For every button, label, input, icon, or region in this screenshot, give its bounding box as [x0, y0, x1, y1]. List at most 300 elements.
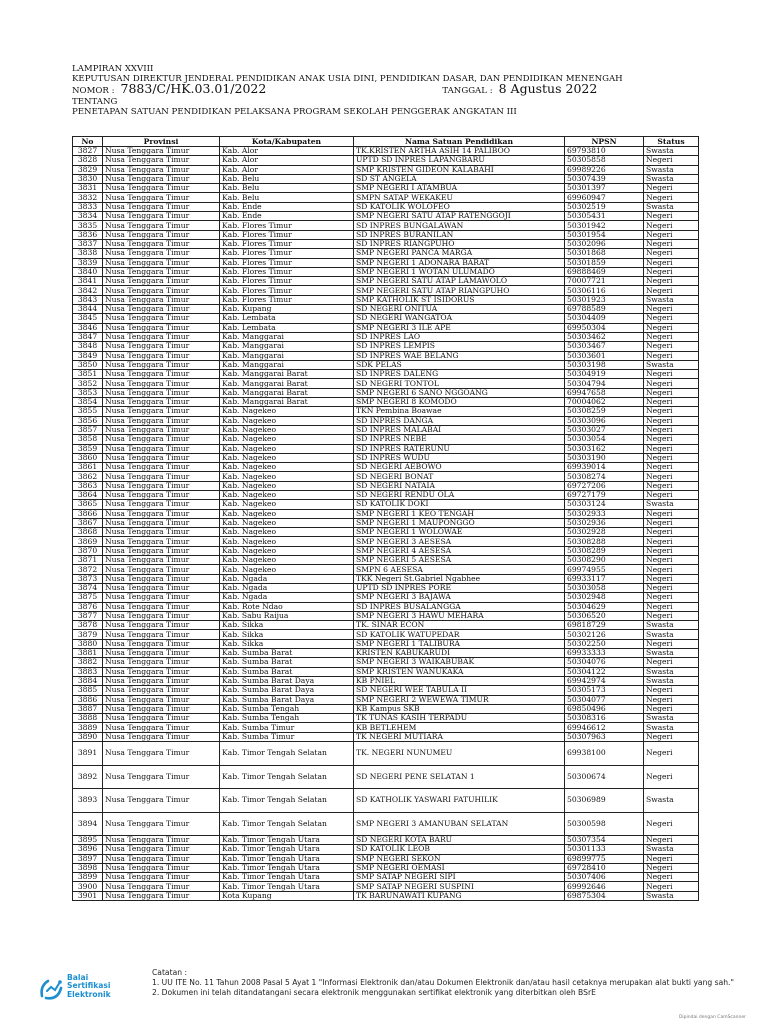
- cell-status: Negeri: [644, 639, 699, 648]
- cell-nama: SD INPRES WAE BELANG: [354, 351, 565, 360]
- cell-status: Negeri: [644, 481, 699, 490]
- cell-npsn: 50306520: [565, 611, 644, 620]
- cell-provinsi: Nusa Tenggara Timur: [103, 407, 220, 416]
- cell-provinsi: Nusa Tenggara Timur: [103, 481, 220, 490]
- table-row: [73, 500, 699, 509]
- cell-no: 3837: [73, 239, 103, 248]
- cell-kota: Kab. Manggarai: [220, 351, 354, 360]
- table-row: [73, 193, 699, 202]
- cell-kota: Kab. Nagekeo: [220, 453, 354, 462]
- table-row: [73, 602, 699, 611]
- cell-npsn: 50308259: [565, 407, 644, 416]
- cell-status: Swasta: [644, 845, 699, 854]
- cell-status: Negeri: [644, 193, 699, 202]
- cell-npsn: 69946612: [565, 723, 644, 732]
- cell-no: 3833: [73, 202, 103, 211]
- cell-status: Swasta: [644, 630, 699, 639]
- cell-status: Negeri: [644, 546, 699, 555]
- cell-kota: Kab. Manggarai: [220, 360, 354, 369]
- cell-provinsi: Nusa Tenggara Timur: [103, 249, 220, 258]
- cell-kota: Kab. Flores Timur: [220, 239, 354, 248]
- cell-nama: SMP KRISTEN WANUKAKA: [354, 667, 565, 676]
- cell-provinsi: Nusa Tenggara Timur: [103, 444, 220, 453]
- cell-npsn: 50306989: [565, 789, 644, 813]
- cell-nama: SMP NEGERI 8 KOMODO: [354, 398, 565, 407]
- cell-status: Negeri: [644, 873, 699, 882]
- cell-kota: Kab. Timor Tengah Utara: [220, 845, 354, 854]
- cell-provinsi: Nusa Tenggara Timur: [103, 845, 220, 854]
- cell-kota: Kab. Manggarai Barat: [220, 379, 354, 388]
- cell-kota: Kab. Flores Timur: [220, 267, 354, 276]
- cell-nama: SMP NEGERI 3 ILE APE: [354, 323, 565, 332]
- cell-npsn: 50305858: [565, 156, 644, 165]
- table-row: [73, 611, 699, 620]
- cell-status: Negeri: [644, 463, 699, 472]
- cell-npsn: 50304076: [565, 658, 644, 667]
- cell-kota: Kab. Timor Tengah Selatan: [220, 742, 354, 766]
- cell-kota: Kab. Sumba Barat: [220, 658, 354, 667]
- cell-status: Negeri: [644, 425, 699, 434]
- table-row: [73, 416, 699, 425]
- cell-nama: SD INPRES LAO: [354, 332, 565, 341]
- cell-status: Negeri: [644, 611, 699, 620]
- cell-no: 3861: [73, 463, 103, 472]
- cell-nama: TK. SINAR ECON: [354, 621, 565, 630]
- cell-provinsi: Nusa Tenggara Timur: [103, 742, 220, 766]
- cell-nama: TK TUNAS KASIH TERPADU: [354, 714, 565, 723]
- cell-status: Swasta: [644, 789, 699, 813]
- cell-npsn: 50303096: [565, 416, 644, 425]
- cell-no: 3865: [73, 500, 103, 509]
- cell-provinsi: Nusa Tenggara Timur: [103, 453, 220, 462]
- cell-nama: SMP NEGERI 1 WOTAN ULUMADO: [354, 267, 565, 276]
- table-header-row: [73, 137, 699, 147]
- cell-kota: Kab. Belu: [220, 174, 354, 183]
- cell-no: 3851: [73, 370, 103, 379]
- cell-provinsi: Nusa Tenggara Timur: [103, 202, 220, 211]
- cell-provinsi: Nusa Tenggara Timur: [103, 435, 220, 444]
- cell-status: Negeri: [644, 156, 699, 165]
- cell-no: 3858: [73, 435, 103, 444]
- cell-no: 3845: [73, 314, 103, 323]
- cell-kota: Kab. Nagekeo: [220, 509, 354, 518]
- cell-kota: Kab. Ende: [220, 212, 354, 221]
- cell-no: 3897: [73, 854, 103, 863]
- table-row: [73, 789, 699, 813]
- table-row: [73, 388, 699, 397]
- cell-no: 3839: [73, 258, 103, 267]
- table-row: [73, 360, 699, 369]
- cell-provinsi: Nusa Tenggara Timur: [103, 621, 220, 630]
- cell-npsn: 70004062: [565, 398, 644, 407]
- cell-kota: Kab. Lembata: [220, 323, 354, 332]
- cell-nama: KB Kampus SKB: [354, 704, 565, 713]
- cell-no: 3849: [73, 351, 103, 360]
- cell-nama: SMP NEGERI 6 SANO NGGOANG: [354, 388, 565, 397]
- cell-npsn: 69788589: [565, 305, 644, 314]
- table-row: [73, 370, 699, 379]
- cell-provinsi: Nusa Tenggara Timur: [103, 714, 220, 723]
- cell-kota: Kab. Sikka: [220, 639, 354, 648]
- cell-provinsi: Nusa Tenggara Timur: [103, 342, 220, 351]
- cell-kota: Kab. Timor Tengah Utara: [220, 863, 354, 872]
- cell-provinsi: Nusa Tenggara Timur: [103, 314, 220, 323]
- table-row: [73, 565, 699, 574]
- cell-nama: SMP NEGERI SATU ATAP RATENGGOJI: [354, 212, 565, 221]
- bsre-logo-icon: [38, 976, 64, 1002]
- table-row: [73, 407, 699, 416]
- cell-kota: Kab. Sumba Barat Daya: [220, 695, 354, 704]
- table-row: [73, 509, 699, 518]
- cell-nama: SMP NEGERI SATU ATAP RIANGPUHO: [354, 286, 565, 295]
- cell-status: Negeri: [644, 249, 699, 258]
- cell-status: Negeri: [644, 267, 699, 276]
- cell-no: 3884: [73, 676, 103, 685]
- cell-nama: SD INPRES NEBE: [354, 435, 565, 444]
- table-row: [73, 667, 699, 676]
- cell-nama: SD NEGERI KOTA BARU: [354, 836, 565, 845]
- cell-npsn: 50301868: [565, 249, 644, 258]
- table-row: [73, 286, 699, 295]
- cell-kota: Kab. Flores Timur: [220, 249, 354, 258]
- cell-status: Negeri: [644, 332, 699, 341]
- cell-kota: Kab. Timor Tengah Utara: [220, 873, 354, 882]
- cell-no: 3880: [73, 639, 103, 648]
- cell-kota: Kab. Manggarai: [220, 332, 354, 341]
- cell-kota: Kab. Ngada: [220, 593, 354, 602]
- table-row: [73, 453, 699, 462]
- tentang-value: PENETAPAN SATUAN PENDIDIKAN PELAKSANA PROGRAM SEKOLAH PENGGERAK ANGKATAN III: [72, 107, 517, 117]
- cell-npsn: 69727206: [565, 481, 644, 490]
- document-header: [72, 64, 712, 117]
- cell-no: 3848: [73, 342, 103, 351]
- camscanner-watermark: Dipindai dengan CamScanner: [678, 1015, 746, 1020]
- cell-no: 3841: [73, 277, 103, 286]
- cell-kota: Kab. Nagekeo: [220, 518, 354, 527]
- table-row: [73, 854, 699, 863]
- cell-status: Negeri: [644, 602, 699, 611]
- cell-no: 3864: [73, 490, 103, 499]
- table-row: [73, 836, 699, 845]
- cell-provinsi: Nusa Tenggara Timur: [103, 836, 220, 845]
- cell-no: 3862: [73, 472, 103, 481]
- catatan-label: Catatan :: [152, 968, 188, 977]
- cell-no: 3901: [73, 891, 103, 900]
- cell-npsn: 50301859: [565, 258, 644, 267]
- cell-kota: Kab. Nagekeo: [220, 556, 354, 565]
- cell-provinsi: Nusa Tenggara Timur: [103, 425, 220, 434]
- cell-nama: SD INPRES RATERUNU: [354, 444, 565, 453]
- cell-kota: Kab. Nagekeo: [220, 490, 354, 499]
- cell-no: 3863: [73, 481, 103, 490]
- cell-provinsi: Nusa Tenggara Timur: [103, 360, 220, 369]
- cell-status: Negeri: [644, 239, 699, 248]
- cell-kota: Kab. Sikka: [220, 621, 354, 630]
- cell-no: 3834: [73, 212, 103, 221]
- cell-status: Negeri: [644, 518, 699, 527]
- cell-status: Negeri: [644, 854, 699, 863]
- cell-npsn: 50303058: [565, 583, 644, 592]
- cell-nama: UPTD SD INPRES LAPANGBARU: [354, 156, 565, 165]
- cell-status: Negeri: [644, 323, 699, 332]
- cell-no: 3894: [73, 812, 103, 836]
- header-col-kota: Kota/Kabupaten: [220, 137, 354, 147]
- cell-status: Negeri: [644, 765, 699, 789]
- cell-provinsi: Nusa Tenggara Timur: [103, 332, 220, 341]
- cell-no: 3893: [73, 789, 103, 813]
- cell-status: Swasta: [644, 676, 699, 685]
- cell-no: 3900: [73, 882, 103, 891]
- cell-no: 3857: [73, 425, 103, 434]
- table-row: [73, 323, 699, 332]
- cell-npsn: 69727179: [565, 490, 644, 499]
- cell-kota: Kab. Nagekeo: [220, 537, 354, 546]
- cell-status: Negeri: [644, 407, 699, 416]
- cell-no: 3859: [73, 444, 103, 453]
- cell-status: Swasta: [644, 360, 699, 369]
- cell-npsn: 50305173: [565, 686, 644, 695]
- cell-provinsi: Nusa Tenggara Timur: [103, 472, 220, 481]
- cell-nama: SMP NEGERI 2 WEWEWA TIMUR: [354, 695, 565, 704]
- cell-no: 3882: [73, 658, 103, 667]
- cell-nama: SD KATOLIK WATUPEDAR: [354, 630, 565, 639]
- cell-nama: SMP NEGERI 3 WAIKABUBAK: [354, 658, 565, 667]
- bsre-logo: [36, 972, 146, 1012]
- cell-kota: Kab. Nagekeo: [220, 528, 354, 537]
- tanggal-value: 8 Agustus 2022: [498, 81, 598, 96]
- cell-nama: SD INPRES LEMPIS: [354, 342, 565, 351]
- cell-provinsi: Nusa Tenggara Timur: [103, 732, 220, 741]
- cell-status: Negeri: [644, 472, 699, 481]
- nomor-line: [72, 81, 712, 97]
- cell-provinsi: Nusa Tenggara Timur: [103, 147, 220, 156]
- cell-npsn: 69850496: [565, 704, 644, 713]
- cell-npsn: 69933333: [565, 649, 644, 658]
- cell-status: Swasta: [644, 295, 699, 304]
- cell-kota: Kab. Timor Tengah Selatan: [220, 765, 354, 789]
- cell-provinsi: Nusa Tenggara Timur: [103, 156, 220, 165]
- cell-no: 3836: [73, 230, 103, 239]
- cell-no: 3870: [73, 546, 103, 555]
- cell-provinsi: Nusa Tenggara Timur: [103, 528, 220, 537]
- cell-status: Negeri: [644, 184, 699, 193]
- cell-npsn: 50303190: [565, 453, 644, 462]
- cell-npsn: 50301923: [565, 295, 644, 304]
- cell-nama: SMP NEGERI 1 KEO TENGAH: [354, 509, 565, 518]
- cell-npsn: 50303462: [565, 332, 644, 341]
- cell-no: 3852: [73, 379, 103, 388]
- table-row: [73, 147, 699, 156]
- cell-kota: Kab. Manggarai Barat: [220, 388, 354, 397]
- cell-nama: KB BETLEHEM: [354, 723, 565, 732]
- table-row: [73, 649, 699, 658]
- cell-nama: SD KATOLIK WOLOFEO: [354, 202, 565, 211]
- cell-provinsi: Nusa Tenggara Timur: [103, 258, 220, 267]
- cell-nama: UPTD SD INPRES PORE: [354, 583, 565, 592]
- table-row: [73, 630, 699, 639]
- cell-no: 3871: [73, 556, 103, 565]
- cell-npsn: 50303027: [565, 425, 644, 434]
- table-row: [73, 314, 699, 323]
- cell-status: Negeri: [644, 305, 699, 314]
- cell-status: Negeri: [644, 314, 699, 323]
- table-row: [73, 221, 699, 230]
- cell-no: 3869: [73, 537, 103, 546]
- cell-status: Negeri: [644, 444, 699, 453]
- cell-kota: Kab. Nagekeo: [220, 472, 354, 481]
- cell-npsn: 50308288: [565, 537, 644, 546]
- cell-npsn: 50300598: [565, 812, 644, 836]
- nomor-label: NOMOR :: [72, 86, 115, 96]
- table-row: [73, 556, 699, 565]
- cell-provinsi: Nusa Tenggara Timur: [103, 649, 220, 658]
- cell-provinsi: Nusa Tenggara Timur: [103, 416, 220, 425]
- cell-status: Negeri: [644, 370, 699, 379]
- cell-no: 3888: [73, 714, 103, 723]
- table-row: [73, 165, 699, 174]
- cell-status: Negeri: [644, 509, 699, 518]
- cell-npsn: 50302936: [565, 518, 644, 527]
- cell-provinsi: Nusa Tenggara Timur: [103, 388, 220, 397]
- cell-nama: TK BARUNAWATI KUPANG: [354, 891, 565, 900]
- cell-kota: Kab. Sumba Barat: [220, 649, 354, 658]
- cell-kota: Kab. Rote Ndao: [220, 602, 354, 611]
- table-row: [73, 435, 699, 444]
- cell-status: Negeri: [644, 583, 699, 592]
- cell-nama: SMP NEGERI 5 AESESA: [354, 556, 565, 565]
- cell-no: 3898: [73, 863, 103, 872]
- cell-kota: Kab. Nagekeo: [220, 444, 354, 453]
- cell-status: Negeri: [644, 416, 699, 425]
- cell-npsn: 50308289: [565, 546, 644, 555]
- cell-npsn: 50308316: [565, 714, 644, 723]
- cell-npsn: 50304794: [565, 379, 644, 388]
- cell-status: Swasta: [644, 621, 699, 630]
- cell-nama: SD NEGERI AEBOWO: [354, 463, 565, 472]
- cell-status: Negeri: [644, 221, 699, 230]
- cell-kota: Kab. Flores Timur: [220, 286, 354, 295]
- cell-no: 3847: [73, 332, 103, 341]
- cell-kota: Kab. Nagekeo: [220, 481, 354, 490]
- cell-npsn: 50302519: [565, 202, 644, 211]
- cell-provinsi: Nusa Tenggara Timur: [103, 463, 220, 472]
- cell-nama: SD NEGERI BONAT: [354, 472, 565, 481]
- header-col-no: No: [73, 137, 103, 147]
- table-row: [73, 295, 699, 304]
- cell-provinsi: Nusa Tenggara Timur: [103, 212, 220, 221]
- cell-no: 3876: [73, 602, 103, 611]
- cell-nama: TKN Pembina Boawae: [354, 407, 565, 416]
- cell-kota: Kab. Timor Tengah Utara: [220, 882, 354, 891]
- cell-npsn: 70007721: [565, 277, 644, 286]
- table-row: [73, 379, 699, 388]
- cell-status: Negeri: [644, 732, 699, 741]
- cell-kota: Kab. Belu: [220, 184, 354, 193]
- table-row: [73, 528, 699, 537]
- cell-status: Negeri: [644, 212, 699, 221]
- table-row: [73, 546, 699, 555]
- cell-provinsi: Nusa Tenggara Timur: [103, 723, 220, 732]
- cell-nama: SMP NEGERI 3 HAWU MEHARA: [354, 611, 565, 620]
- cell-no: 3835: [73, 221, 103, 230]
- cell-provinsi: Nusa Tenggara Timur: [103, 593, 220, 602]
- cell-npsn: 69989226: [565, 165, 644, 174]
- cell-status: Negeri: [644, 686, 699, 695]
- cell-status: Negeri: [644, 574, 699, 583]
- bsre-logo-text: Balai Sertifikasi Elektronik: [67, 973, 111, 999]
- cell-npsn: 50301954: [565, 230, 644, 239]
- cell-nama: SD NEGERI WEE TABULA II: [354, 686, 565, 695]
- table-row: [73, 332, 699, 341]
- cell-nama: SMP NEGERI 1 ADONARA BARAT: [354, 258, 565, 267]
- cell-npsn: 69960947: [565, 193, 644, 202]
- cell-provinsi: Nusa Tenggara Timur: [103, 323, 220, 332]
- cell-nama: SD NEGERI WANGATOA: [354, 314, 565, 323]
- cell-nama: SD NEGERI ONITUA: [354, 305, 565, 314]
- cell-nama: SD KATOLIK LEOB: [354, 845, 565, 854]
- cell-nama: SD INPRES BURANILAN: [354, 230, 565, 239]
- cell-npsn: 50302096: [565, 239, 644, 248]
- cell-provinsi: Nusa Tenggara Timur: [103, 854, 220, 863]
- cell-no: 3874: [73, 583, 103, 592]
- cell-status: Swasta: [644, 649, 699, 658]
- cell-npsn: 69974955: [565, 565, 644, 574]
- cell-kota: Kab. Sumba Barat: [220, 667, 354, 676]
- cell-nama: SMP KRISTEN GIDEON KALABAHI: [354, 165, 565, 174]
- cell-provinsi: Nusa Tenggara Timur: [103, 574, 220, 583]
- cell-npsn: 50303054: [565, 435, 644, 444]
- cell-provinsi: Nusa Tenggara Timur: [103, 174, 220, 183]
- cell-npsn: 50305431: [565, 212, 644, 221]
- cell-provinsi: Nusa Tenggara Timur: [103, 676, 220, 685]
- cell-provinsi: Nusa Tenggara Timur: [103, 351, 220, 360]
- cell-kota: Kab. Manggarai Barat: [220, 398, 354, 407]
- cell-nama: SD NEGERI PENE SELATAN 1: [354, 765, 565, 789]
- cell-kota: Kab. Nagekeo: [220, 565, 354, 574]
- cell-npsn: 50303467: [565, 342, 644, 351]
- cell-kota: Kab. Flores Timur: [220, 230, 354, 239]
- cell-status: Negeri: [644, 742, 699, 766]
- cell-provinsi: Nusa Tenggara Timur: [103, 193, 220, 202]
- cell-status: Negeri: [644, 490, 699, 499]
- cell-status: Negeri: [644, 593, 699, 602]
- cell-nama: KRISTEN KABUKARUDI: [354, 649, 565, 658]
- cell-nama: SD ST ANGELA: [354, 174, 565, 183]
- cell-provinsi: Nusa Tenggara Timur: [103, 230, 220, 239]
- cell-no: 3896: [73, 845, 103, 854]
- cell-no: 3873: [73, 574, 103, 583]
- cell-status: Swasta: [644, 500, 699, 509]
- table-row: [73, 686, 699, 695]
- cell-status: Negeri: [644, 342, 699, 351]
- cell-nama: KB PNIEL: [354, 676, 565, 685]
- cell-status: Negeri: [644, 388, 699, 397]
- cell-provinsi: Nusa Tenggara Timur: [103, 305, 220, 314]
- cell-nama: SD INPRES MALABAI: [354, 425, 565, 434]
- cell-provinsi: Nusa Tenggara Timur: [103, 863, 220, 872]
- cell-no: 3830: [73, 174, 103, 183]
- cell-kota: Kab. Kupang: [220, 305, 354, 314]
- cell-kota: Kab. Manggarai Barat: [220, 370, 354, 379]
- cell-no: 3889: [73, 723, 103, 732]
- cell-nama: SMP KATHOLIK ST ISIDORUS: [354, 295, 565, 304]
- cell-nama: SMP NEGERI PANCA MARGA: [354, 249, 565, 258]
- cell-kota: Kab. Nagekeo: [220, 435, 354, 444]
- table-row: [73, 463, 699, 472]
- cell-kota: Kab. Flores Timur: [220, 258, 354, 267]
- cell-status: Swasta: [644, 202, 699, 211]
- cell-nama: SD NEGERI RENDU OLA: [354, 490, 565, 499]
